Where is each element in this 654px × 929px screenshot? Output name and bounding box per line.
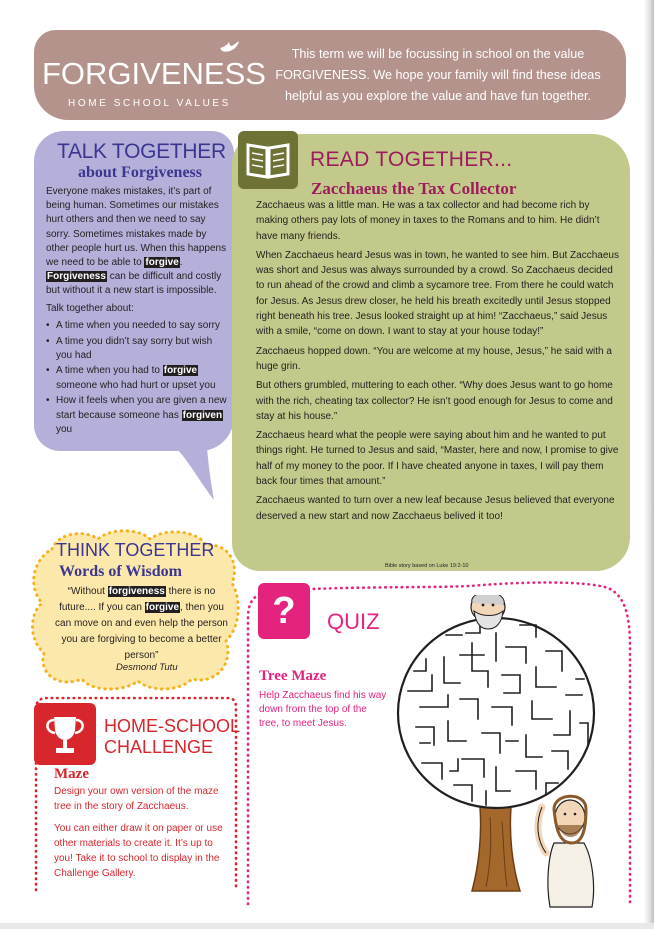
read-together-heading: READ TOGETHER... xyxy=(310,148,513,171)
text-segment: can be difficult and costly but without it a new start is impossible. xyxy=(46,271,222,297)
challenge-paragraph: You can either draw it on paper or use other materials to create it. It’s up to you! Take it to school to display in the Challenge Gallery. xyxy=(54,823,223,879)
tree-trunk xyxy=(472,807,520,891)
challenge-body xyxy=(54,784,234,888)
challenge-paragraph: Design your own version of the maze tree in the story of Zacchaeus. xyxy=(54,786,219,812)
list-item xyxy=(46,364,229,392)
story-paragraph: Zacchaeus wanted to turn over a new leaf because Jesus believed that everyone deserved a new start and now Zacchaeus belived it too! xyxy=(256,495,615,522)
trophy-icon xyxy=(34,703,96,765)
text-segment: A time when you had to xyxy=(56,365,163,377)
text-segment: How it feels when you are given a new start because someone has xyxy=(56,395,227,421)
story-paragraph: Zacchaeus was a little man. He was a tax collector and had become rich by making others pay lots of money in taxes to the Romans and to him. He didn’t have many friends. xyxy=(256,200,600,242)
maze-title: Tree Maze xyxy=(259,668,327,684)
trophy-icon-box xyxy=(34,703,96,765)
maze-instructions: Help Zacchaeus find his way down from the top of the tree, to meet Jesus. xyxy=(259,690,387,729)
story-title: Zacchaeus the Tax Collector xyxy=(311,179,517,198)
story-paragraph: When Zacchaeus heard Jesus was in town, he wanted to see him. But Zacchaeus was short and Jesus was always surrounded by a crowd. So Zacchaeus decided to run ahead of the crowd and climb a sycamore tree. From there he could watch for Jesus. As Jesus drew closer, he held his breath excitedly until Jesus stopped right beneath his tree. Jesus looked straight up at him! “Zacchaeus,” said Jesus with a smile, “come on down. I want to stay at your house today!” xyxy=(256,249,619,338)
text-segment: , then you can move on and even help the person you are forgiving to become a better person” xyxy=(55,602,228,661)
text-segment: “Without xyxy=(67,586,108,597)
talk-together-body xyxy=(46,185,229,438)
page-title: FORGIVENESS xyxy=(42,56,266,91)
speech-tail xyxy=(176,430,216,502)
talk-prompt: Talk together about: xyxy=(46,302,134,314)
bible-reference: Bible story based on Luke 19:2-10 xyxy=(385,563,469,569)
think-together-heading: THINK TOGETHER xyxy=(56,540,215,560)
wisdom-quote xyxy=(50,584,233,664)
page-edge xyxy=(644,0,654,929)
question-mark-icon: ? xyxy=(258,583,310,639)
dove-icon xyxy=(219,40,241,54)
text-segment: someone who had hurt or upset you xyxy=(56,379,216,391)
tree-maze[interactable] xyxy=(386,595,611,910)
text-segment: Everyone makes mistakes, it’s part of being human. Sometimes our mistakes hurt others and then we need to say sorry. Sometimes mistakes made by other people hurt us. When this happens we need to be able to xyxy=(46,186,227,269)
highlight-word: forgiveness xyxy=(108,586,165,597)
challenge-heading-line1: HOME-SCHOOL xyxy=(104,716,241,736)
list-item: • A time you didn’t say sorry but wish you had xyxy=(46,335,229,363)
story-paragraph: Zacchaeus heard what the people were saying about him and he wanted to put things right. He turned to Jesus and said, “Master, here and now, I promise to give half of my money to the poor. If I have cheated anyone in taxes, I will pay them back four times that amount.” xyxy=(256,430,619,488)
list-item: • A time when you needed to say sorry xyxy=(46,319,229,333)
think-together-subheading: Words of Wisdom xyxy=(59,563,182,580)
talk-list xyxy=(46,319,229,437)
intro-text: This term we will be focussing in school on the value FORGIVENESS. We hope your family will find these ideas helpful as you explore the value and have fun together. xyxy=(275,47,601,103)
highlight-word: forgiven xyxy=(182,409,223,421)
highlight-word: forgive xyxy=(145,257,179,269)
highlight-word: forgive xyxy=(145,602,180,613)
story-paragraph: But others grumbled, muttering to each other. “Why does Jesus want to go home with the rich, cheating tax collector? He isn’t good enough for Jesus to come and stay at his house.” xyxy=(256,380,613,422)
quiz-heading: QUIZ xyxy=(327,609,380,634)
talk-together-subheading: about Forgiveness xyxy=(78,164,202,181)
book-icon-box xyxy=(238,131,298,189)
story-paragraph: Zacchaeus hopped down. “You are welcome at my house, Jesus,” he said with a huge grin. xyxy=(256,345,612,372)
highlight-word: Forgiveness xyxy=(47,271,106,283)
story-body xyxy=(256,198,622,528)
highlight-word: forgive xyxy=(163,365,198,377)
jesus-figure xyxy=(538,796,594,907)
text-segment: there is no future.... If you can xyxy=(59,586,216,613)
list-item xyxy=(46,394,229,437)
text-segment: you xyxy=(56,423,73,435)
challenge-heading-line2: CHALLENGE xyxy=(104,737,214,757)
talk-paragraph xyxy=(46,185,229,299)
page-bottom-edge xyxy=(0,923,654,929)
quote-author: Desmond Tutu xyxy=(116,662,178,673)
talk-together-heading: TALK TOGETHER xyxy=(57,140,226,163)
text-segment: . xyxy=(179,257,183,269)
book-icon xyxy=(238,131,298,189)
page-subtitle: HOME SCHOOL VALUES xyxy=(68,98,231,109)
challenge-title: Maze xyxy=(54,766,89,782)
